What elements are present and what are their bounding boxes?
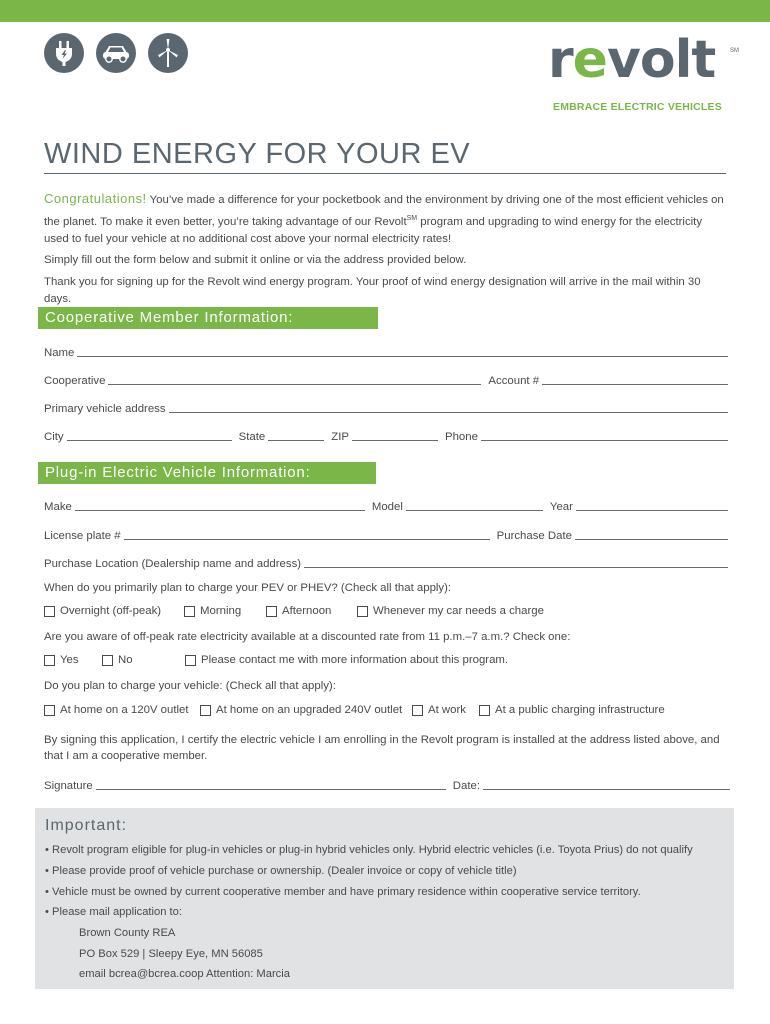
option-contact-me[interactable]: Please contact me with more information about this program. [185, 652, 508, 668]
checkbox[interactable] [44, 705, 55, 716]
plug-icon [44, 33, 84, 73]
option-overnight[interactable]: Overnight (off-peak) [44, 603, 161, 619]
list-item: • Please provide proof of vehicle purchase or ownership. (Dealer invoice or copy of vehicle title) [45, 864, 517, 877]
make-field[interactable] [75, 499, 365, 511]
logo-wordmark: revolt [548, 30, 716, 90]
certification-statement: By signing this application, I certify the electric vehicle I am enrolling in the Revolt program is installed at the address listed above, and that I am a cooperative member. [44, 734, 720, 762]
account-number-field[interactable] [542, 373, 728, 385]
list-item: • Please mail application to: [45, 906, 182, 919]
signature-field[interactable] [96, 778, 446, 790]
checkbox[interactable] [44, 606, 55, 617]
checkbox[interactable] [266, 606, 277, 617]
vehicle-address-field[interactable] [169, 401, 728, 413]
option-no[interactable]: No [102, 652, 133, 668]
option-whenever[interactable]: Whenever my car needs a charge [357, 603, 544, 619]
option-public-charging[interactable]: At a public charging infrastructure [479, 702, 665, 718]
checkbox[interactable] [185, 655, 196, 666]
member-section-heading: Cooperative Member Information: [38, 307, 378, 329]
off-peak-question: Are you aware of off-peak rate electricity available at a discounted rate from 11 p.m.–7 a.m.? Check one: [44, 631, 571, 643]
list-item: • Vehicle must be owned by current cooperative member and have primary residence within cooperative service territory. [45, 885, 641, 898]
revolt-logo [548, 30, 738, 116]
option-240v[interactable]: At home on an upgraded 240V outlet [200, 702, 402, 718]
top-accent-bar [0, 0, 770, 22]
zip-field[interactable] [352, 429, 438, 441]
checkbox[interactable] [357, 606, 368, 617]
logo-service-mark: SM [730, 48, 739, 54]
purchase-date-field[interactable] [575, 528, 728, 540]
charge-time-options [44, 603, 728, 619]
name-field[interactable] [77, 345, 728, 357]
vehicle-section-heading: Plug-in Electric Vehicle Information: [38, 462, 376, 484]
car-icon [96, 33, 136, 73]
city-row: City State ZIP Phone [44, 427, 728, 443]
header-icons [44, 33, 188, 73]
wind-turbine-icon [148, 33, 188, 73]
make-row: Make Model Year [44, 497, 728, 513]
mailing-address-email: email bcrea@bcrea.coop Attention: Marcia [79, 968, 290, 980]
intro-paragraph-2: Simply fill out the form below and submit it online or via the address provided below. [44, 254, 467, 267]
intro-paragraph-3: Thank you for signing up for the Revolt wind energy program. Your proof of wind energy designation will arrive in the mail within 30 days. [44, 275, 701, 306]
intro-text [44, 190, 728, 309]
checkbox[interactable] [184, 606, 195, 617]
list-item: • Revolt program eligible for plug-in vehicles or plug-in hybrid vehicles only. Hybrid electric vehicles (i.e. Toyota Prius) do not qualify [45, 844, 693, 856]
mailing-address-street: PO Box 529 | Sleepy Eye, MN 56085 [79, 948, 263, 960]
purchase-location-row: Purchase Location (Dealership name and address) [44, 554, 728, 570]
signature-row: Signature Date: [44, 776, 730, 792]
license-plate-field[interactable] [124, 528, 490, 540]
important-list [45, 844, 725, 927]
checkbox[interactable] [479, 705, 490, 716]
option-afternoon[interactable]: Afternoon [266, 603, 331, 619]
important-heading: Important: [45, 817, 128, 834]
state-field[interactable] [268, 429, 324, 441]
checkbox[interactable] [200, 705, 211, 716]
name-row: Name [44, 343, 728, 359]
plate-row: License plate # Purchase Date [44, 526, 728, 542]
date-field[interactable] [483, 778, 730, 790]
charge-location-options [44, 702, 728, 718]
title-divider [44, 173, 726, 174]
mailing-address-name: Brown County REA [79, 927, 176, 939]
cooperative-field[interactable] [108, 373, 481, 385]
important-panel [35, 808, 734, 989]
checkbox[interactable] [44, 655, 55, 666]
intro-paragraph-1: Congratulations! You’ve made a difference for your pocketbook and the environment by driving one of the most efficient vehicles on the planet. To make it even better, you’re taking advantage of our Revolt℠ program and upgrading to wind energy for the electricity used to fuel your vehicle at no additional cost above your normal electricity rates! [44, 191, 724, 245]
checkbox[interactable] [412, 705, 423, 716]
option-at-work[interactable]: At work [412, 702, 466, 718]
address-row: Primary vehicle address [44, 399, 728, 415]
logo-tagline: EMBRACE ELECTRIC VEHICLES [553, 101, 722, 113]
charge-location-question: Do you plan to charge your vehicle: (Check all that apply): [44, 680, 336, 692]
cooperative-row: Cooperative Account # [44, 371, 728, 387]
option-morning[interactable]: Morning [184, 603, 241, 619]
charge-time-question: When do you primarily plan to charge your PEV or PHEV? (Check all that apply): [44, 582, 452, 594]
congratulations-heading: Congratulations! [44, 191, 147, 206]
page-title: WIND ENERGY FOR YOUR EV [44, 138, 471, 170]
checkbox[interactable] [102, 655, 113, 666]
phone-field[interactable] [481, 429, 728, 441]
option-yes[interactable]: Yes [44, 652, 79, 668]
city-field[interactable] [67, 429, 232, 441]
model-field[interactable] [406, 499, 543, 511]
purchase-location-field[interactable] [304, 556, 728, 568]
year-field[interactable] [576, 499, 728, 511]
option-120v[interactable]: At home on a 120V outlet [44, 702, 189, 718]
off-peak-options [44, 652, 728, 668]
